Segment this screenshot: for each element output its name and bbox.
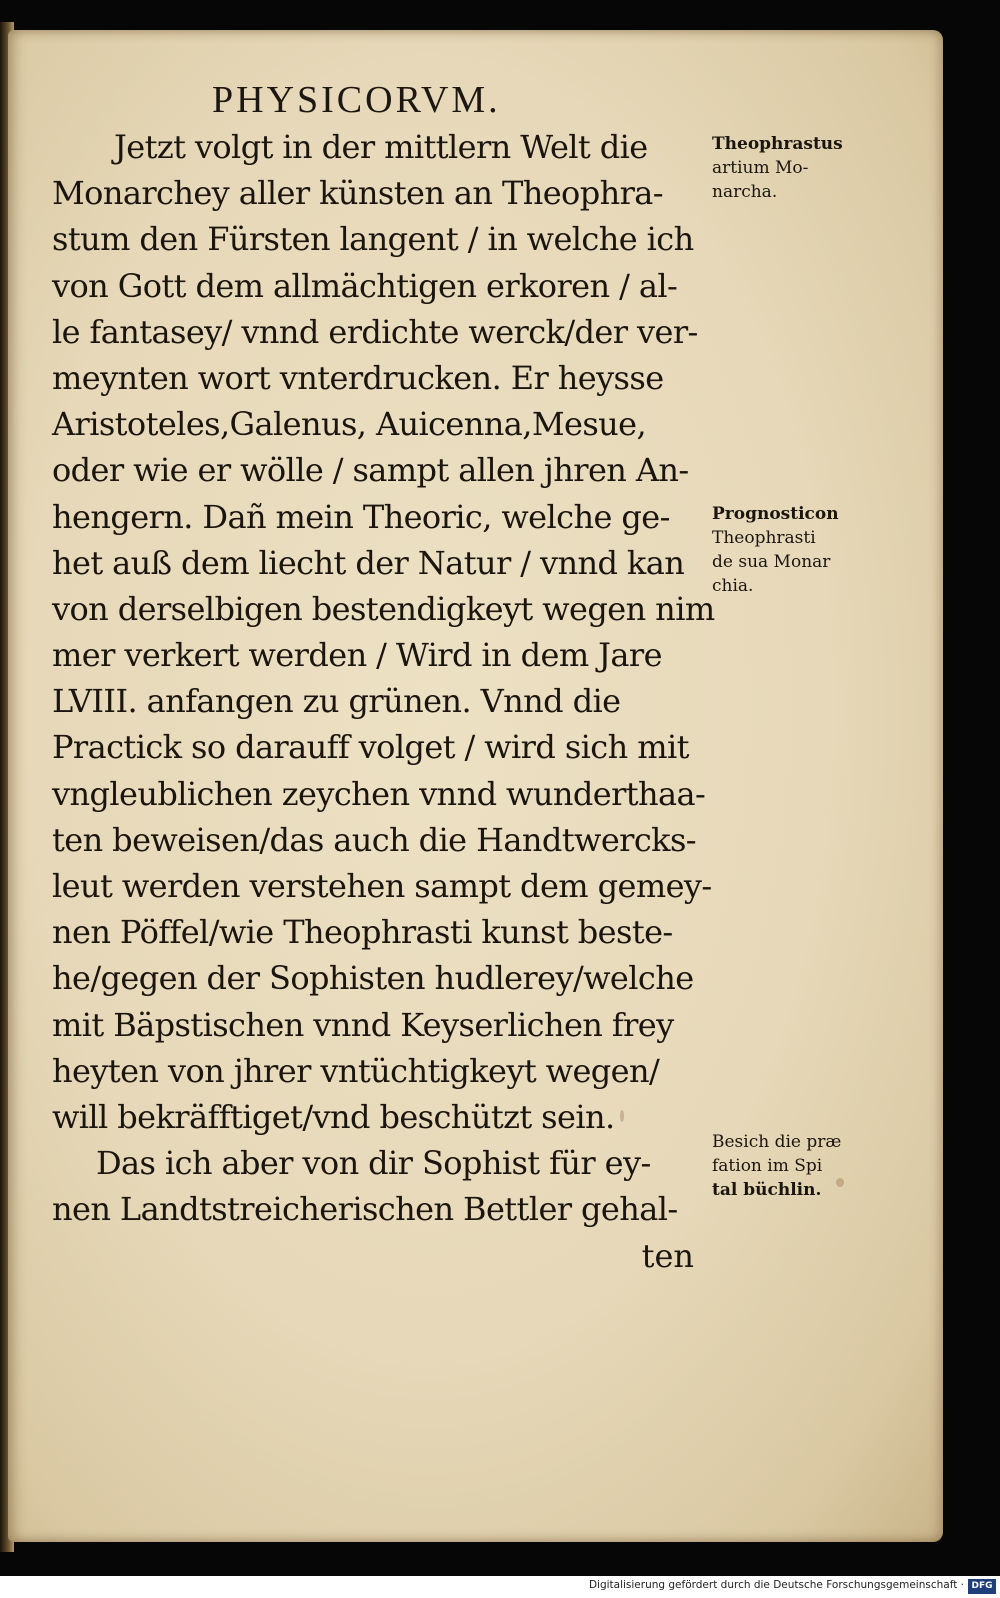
text-line: Das ich aber von dir Sophist für ey-: [96, 1144, 651, 1183]
text-line: he/gegen der Sophisten hudlerey/welche: [52, 959, 694, 998]
marginal-note: [712, 132, 912, 204]
running-head: PHYSICORVM.: [212, 79, 501, 121]
text-line: nen Landtstreicherischen Bettler gehal-: [52, 1190, 678, 1229]
text-line: mer verkert werden / Wird in dem Jare: [52, 636, 662, 675]
text-line: von Gott dem allmächtigen erkoren / al-: [52, 266, 678, 305]
text-line: ten beweisen/das auch die Handtwercks-: [52, 820, 696, 859]
text-line: leut werden verstehen sampt dem gemey-: [52, 867, 712, 905]
text-line: LVIII. anfangen zu grünen. Vnnd die: [52, 682, 621, 721]
text-line: hengern. Dañ mein Theoric, welche ge-: [52, 497, 670, 536]
text-line: Jetzt volgt in der mittlern Welt die: [114, 128, 648, 166]
marginal-line: tal büchlin.: [712, 1180, 822, 1200]
marginal-line: fation im Spi: [712, 1156, 823, 1176]
text-line: Aristoteles,Galenus, Auicenna,Mesue,: [52, 405, 647, 444]
text-line: meynten wort vnterdrucken. Er heysse: [52, 358, 664, 397]
text-line: vngleublichen zeychen vnnd wunderthaa-: [52, 774, 706, 813]
marginal-note: [712, 1130, 912, 1202]
marginal-line: Prognosticon: [712, 504, 839, 524]
marginal-note: [712, 502, 912, 598]
text-line: nen Pöffel/wie Theophrasti kunst beste-: [52, 913, 673, 952]
marginal-line: Theophrastus: [712, 134, 843, 154]
footer-bar: [0, 1576, 1000, 1598]
text-line: het auß dem liecht der Natur / vnnd kan: [52, 543, 685, 582]
text-line: Monarchey aller künsten an Theophra-: [52, 174, 663, 213]
text-line: le fantasey/ vnnd erdichte werck/der ver-: [52, 312, 698, 351]
text-line: oder wie er wölle / sampt allen jhren An-: [52, 451, 689, 490]
marginal-line: de sua Monar: [712, 552, 831, 572]
marginal-line: Theophrasti: [712, 528, 816, 548]
text-line: mit Bäpstischen vnnd Keyserlichen frey: [52, 1005, 674, 1044]
marginal-line: narcha.: [712, 182, 778, 202]
marginal-line: artium Mo-: [712, 158, 809, 178]
catchword: ten: [641, 1236, 694, 1275]
body-text: [52, 124, 715, 1279]
marginal-line: chia.: [712, 576, 754, 596]
funding-credit: Digitalisierung gefördert durch die Deutsche Forschungsgemeinschaft ·: [588, 1579, 964, 1591]
text-line: heyten von jhrer vntüchtigkeyt wegen/: [52, 1051, 660, 1090]
marginal-line: Besich die præ: [712, 1132, 842, 1152]
dfg-logo: DFG: [968, 1579, 996, 1594]
text-line: will bekräfftiget/vnd beschützt sein.: [52, 1097, 615, 1136]
text-line: Practick so darauff volget / wird sich mit: [52, 728, 689, 767]
text-line: von derselbigen bestendigkeyt wegen nim: [52, 589, 715, 628]
text-line: stum den Fürsten langent / in welche ich: [52, 220, 694, 259]
